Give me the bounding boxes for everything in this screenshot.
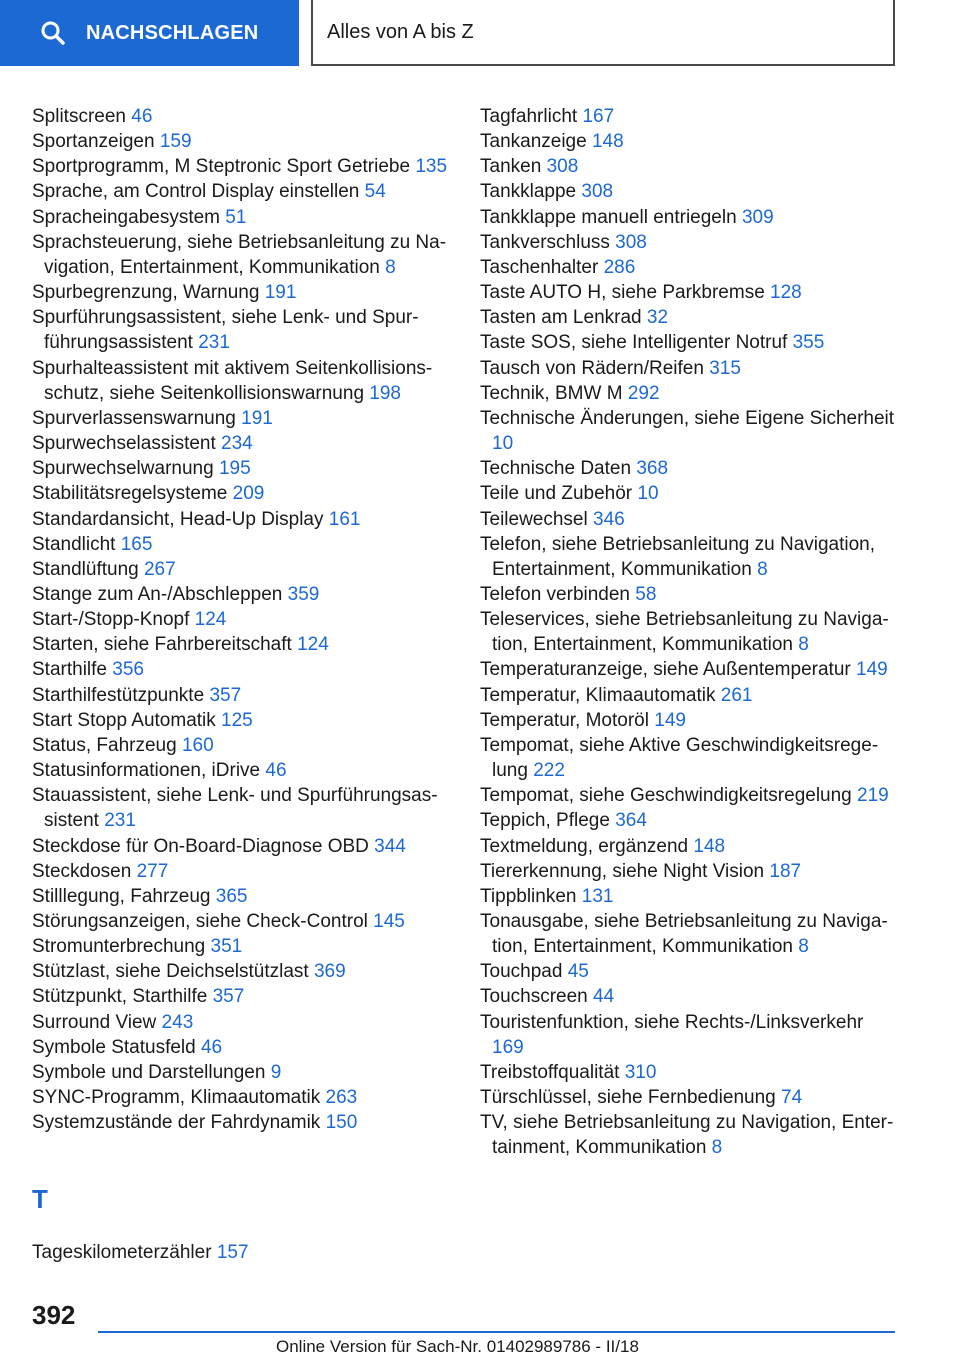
index-term: Spurführungsassistent, siehe Lenk- und Spurführungsassistent <box>32 307 419 354</box>
index-term: Touchscreen <box>480 986 588 1008</box>
index-entry <box>480 532 900 582</box>
index-term: Sprachsteuerung, siehe Betriebsanleitung zu Navigation, Entertainment, Kommunikation <box>32 231 447 278</box>
page-link[interactable]: 8 <box>798 634 809 656</box>
index-term: Spurhalteassistent mit aktivem Seitenkollisionsschutz, siehe Seitenkollisionswarnung <box>32 357 433 404</box>
index-entry <box>480 884 900 909</box>
index-entry <box>480 1110 900 1160</box>
index-term: Technik, BMW M <box>480 382 623 404</box>
page-link[interactable]: 231 <box>198 332 230 354</box>
index-term: Stützlast, siehe Deichselstützlast <box>32 961 309 983</box>
page-link[interactable]: 32 <box>646 307 669 329</box>
index-term: Stauassistent, siehe Lenk- und Spurführungsassistent <box>32 785 438 832</box>
page-link[interactable]: 8 <box>798 936 809 958</box>
index-entry <box>480 154 900 179</box>
index-term: Sportprogramm, M Steptronic Sport Getriebe <box>32 156 411 178</box>
page-link[interactable]: 10 <box>492 433 514 455</box>
page-link[interactable]: 165 <box>120 533 153 555</box>
index-term: Spurwechselassistent <box>32 433 216 455</box>
page-link[interactable]: 161 <box>328 508 361 530</box>
index-entry <box>32 1035 452 1060</box>
index-entry <box>32 582 452 607</box>
index-term: Teppich, Pflege <box>480 810 610 832</box>
index-term: Temperatur, Motoröl <box>480 709 649 731</box>
index-entry <box>480 859 900 884</box>
index-entry <box>32 758 452 783</box>
page-link[interactable]: 267 <box>143 558 176 580</box>
section-letter: T <box>32 1184 48 1214</box>
page-link[interactable]: 148 <box>693 835 726 857</box>
index-term: Surround View <box>32 1011 157 1033</box>
index-term: Tankanzeige <box>480 131 587 153</box>
index-entry <box>32 104 452 129</box>
page-link[interactable]: 357 <box>209 684 242 706</box>
index-entry <box>480 330 900 355</box>
index-entry <box>32 179 452 204</box>
index-entry <box>32 834 452 859</box>
index-entry <box>480 1060 900 1085</box>
index-term: Tankklappe manuell entriegeln <box>480 206 737 228</box>
page-link[interactable]: 234 <box>221 433 253 455</box>
page-link[interactable]: 10 <box>637 483 659 505</box>
index-entry <box>32 632 452 657</box>
page-link[interactable]: 359 <box>287 583 320 605</box>
index-term: Start-/Stopp-Knopf <box>32 609 190 631</box>
index-entry <box>480 280 900 305</box>
index-term: Störungsanzeigen, siehe Check-Control <box>32 911 368 932</box>
index-entry <box>480 959 900 984</box>
index-term: Status, Fahrzeug <box>32 734 177 756</box>
index-term: Sprache, am Control Display einstellen <box>32 181 360 203</box>
index-term: Spracheingabesystem <box>32 206 220 228</box>
index-term: Tasten am Lenkrad <box>480 307 642 329</box>
page-link[interactable]: 148 <box>591 131 624 153</box>
index-term: Stange zum An-/Abschleppen <box>32 583 283 605</box>
index-term: Taschenhalter <box>480 256 599 278</box>
index-entry <box>32 783 452 833</box>
page-link[interactable]: 209 <box>232 483 265 505</box>
page-link[interactable]: 159 <box>159 131 192 153</box>
page-link[interactable]: 149 <box>856 659 888 681</box>
index-entry <box>32 507 452 532</box>
index-term: Tankverschluss <box>480 231 610 253</box>
page-link[interactable]: 277 <box>136 860 169 882</box>
search-icon <box>40 20 66 46</box>
page-link[interactable]: 157 <box>216 1242 249 1263</box>
index-entry <box>32 230 452 280</box>
index-entry <box>32 859 452 884</box>
index-entry <box>32 1060 452 1085</box>
page-link[interactable]: 44 <box>593 986 615 1008</box>
page-link[interactable]: 198 <box>369 382 401 404</box>
index-term: Stützpunkt, Starthilfe <box>32 986 208 1008</box>
page-link[interactable]: 9 <box>270 1061 282 1083</box>
index-entry <box>480 205 900 230</box>
index-term: Splitscreen <box>32 106 126 127</box>
index-entry <box>32 456 452 481</box>
index-entry <box>32 708 452 733</box>
index-term: Tanken <box>480 156 542 178</box>
index-term: Tausch von Rädern/Reifen <box>480 357 704 379</box>
index-term: Stromunterbrechung <box>32 936 206 958</box>
page-link[interactable]: 46 <box>265 760 287 782</box>
page-link[interactable]: 263 <box>325 1087 358 1109</box>
index-entry <box>480 683 900 708</box>
page-link[interactable]: 315 <box>709 357 741 379</box>
page-link[interactable]: 243 <box>161 1011 194 1033</box>
index-term: Stabilitätsregelsysteme <box>32 483 228 505</box>
index-term: Standlicht <box>32 533 116 555</box>
page-link[interactable]: 46 <box>200 1036 223 1058</box>
index-term: Standlüftung <box>32 558 139 580</box>
page-link[interactable]: 169 <box>492 1036 524 1058</box>
page-link[interactable]: 368 <box>636 458 669 480</box>
index-entry <box>32 129 452 154</box>
index-term: Tempomat, siehe Aktive Geschwindigkeitsregelung <box>480 734 879 782</box>
page-link[interactable]: 145 <box>373 911 405 932</box>
page-link[interactable]: 149 <box>654 709 686 731</box>
index-entry <box>480 104 900 129</box>
page-link[interactable]: 45 <box>567 961 589 983</box>
index-entry <box>32 683 452 708</box>
index-term: Taste SOS, siehe Intelligenter Notruf <box>480 332 788 354</box>
page-number: 392 <box>32 1300 76 1330</box>
page-link[interactable]: 222 <box>533 760 565 782</box>
page-link[interactable]: 355 <box>792 332 825 354</box>
index-entry <box>480 733 900 783</box>
page-link[interactable]: 125 <box>221 709 253 731</box>
page-link[interactable]: 365 <box>215 885 248 907</box>
index-entry <box>32 984 452 1009</box>
tab-nachschlagen[interactable] <box>0 0 299 66</box>
index-entry <box>480 1010 900 1060</box>
page-link[interactable]: 309 <box>741 206 774 228</box>
page-link[interactable]: 8 <box>711 1137 723 1159</box>
page-link[interactable]: 51 <box>225 206 247 228</box>
page-link[interactable]: 124 <box>297 634 329 656</box>
page-link[interactable]: 219 <box>857 785 889 807</box>
tab-nachschlagen-label: NACHSCHLAGEN <box>86 21 259 44</box>
index-entry <box>32 557 452 582</box>
index-term: Spurbegrenzung, Warnung <box>32 282 260 304</box>
tab-alles-von-a-bis-z[interactable] <box>311 0 895 66</box>
page-link[interactable]: 160 <box>181 734 214 756</box>
page-link[interactable]: 46 <box>131 106 153 127</box>
index-entry <box>32 884 452 909</box>
page-link[interactable]: 131 <box>581 885 614 907</box>
page-link[interactable]: 8 <box>385 256 396 278</box>
index-entry <box>480 507 900 532</box>
index-entry <box>32 205 452 230</box>
index-entry <box>480 657 900 682</box>
index-entry <box>32 909 452 934</box>
index-term: Türschlüssel, siehe Fernbedienung <box>480 1087 776 1109</box>
page-link[interactable]: 187 <box>769 860 802 882</box>
index-term: Steckdosen <box>32 860 132 882</box>
index-term: Steckdose für On-Board-Diagnose OBD <box>32 835 369 857</box>
index-term: Tagfahrlicht <box>480 106 578 127</box>
index-entry <box>480 909 900 959</box>
page-link[interactable]: 369 <box>313 961 346 983</box>
index-term: Technische Änderungen, siehe Eigene Sicherheit <box>480 407 895 429</box>
index-entry <box>32 1010 452 1035</box>
page-link[interactable]: 261 <box>720 684 753 706</box>
index-entry <box>32 305 452 355</box>
index-term: Symbole Statusfeld <box>32 1036 196 1058</box>
index-term: Tageskilometerzähler <box>32 1242 212 1263</box>
page-link[interactable]: 344 <box>374 835 406 857</box>
index-term: Starthilfestützpunkte <box>32 684 205 706</box>
index-entry <box>480 406 900 456</box>
index-entry <box>480 456 900 481</box>
page-link[interactable]: 191 <box>264 282 297 304</box>
page-link[interactable]: 286 <box>603 256 636 278</box>
index-entry <box>480 305 900 330</box>
index-term: Tankklappe <box>480 181 577 203</box>
footer-divider <box>98 1331 895 1333</box>
index-term: Teile und Zubehör <box>480 483 633 505</box>
index-entry <box>480 607 900 657</box>
page-link[interactable]: 135 <box>415 156 448 178</box>
index-entry <box>32 481 452 506</box>
index-term: Spurverlassenswarnung <box>32 407 236 429</box>
index-term: Tonausgabe, siehe Betriebsanleitung zu Navigation, Entertainment, Kommunikation <box>480 911 888 958</box>
page-link[interactable]: 195 <box>218 458 251 480</box>
page-link[interactable]: 8 <box>757 558 768 580</box>
index-entry <box>480 783 900 808</box>
page-link[interactable]: 191 <box>241 407 273 429</box>
page-link[interactable]: 308 <box>581 181 614 203</box>
index-entry <box>32 607 452 632</box>
index-entry <box>480 834 900 859</box>
index-term: Tippblinken <box>480 885 577 907</box>
index-entry <box>480 129 900 154</box>
page-link[interactable]: 346 <box>593 508 625 530</box>
index-entry <box>480 356 900 381</box>
index-term: Start Stopp Automatik <box>32 709 216 731</box>
index-term: Taste AUTO H, siehe Parkbremse <box>480 282 765 304</box>
page-link[interactable]: 124 <box>194 609 227 631</box>
index-entry <box>32 1110 452 1135</box>
index-entry <box>32 657 452 682</box>
page-link[interactable]: 356 <box>112 659 144 681</box>
index-entry <box>480 1085 900 1110</box>
page-link[interactable]: 150 <box>325 1112 358 1134</box>
index-term: Symbole und Darstellungen <box>32 1061 266 1083</box>
page-link[interactable]: 308 <box>546 156 579 178</box>
index-term: SYNC-Programm, Klimaautomatik <box>32 1087 321 1109</box>
index-entry <box>480 255 900 280</box>
index-term: Statusinformationen, iDrive <box>32 760 261 782</box>
index-entry <box>480 179 900 204</box>
index-term: Tempomat, siehe Geschwindigkeitsregelung <box>480 785 852 807</box>
index-term: Spurwechselwarnung <box>32 458 214 480</box>
index-term: Telefon verbinden <box>480 583 630 605</box>
index-entry <box>32 959 452 984</box>
index-term: Temperatur, Klimaautomatik <box>480 684 716 706</box>
page-link[interactable]: 54 <box>364 181 386 203</box>
page-link[interactable]: 128 <box>770 282 802 304</box>
index-term: TV, siehe Betriebsanleitung zu Navigation, Entertainment, Kommunikation <box>480 1112 894 1159</box>
index-term: Starthilfe <box>32 659 107 681</box>
index-entry <box>480 481 900 506</box>
index-entry <box>480 708 900 733</box>
index-term: Textmeldung, ergänzend <box>480 835 689 857</box>
index-entry <box>480 582 900 607</box>
page-link[interactable]: 58 <box>635 583 657 605</box>
index-term: Standardansicht, Head-Up Display <box>32 508 324 530</box>
index-term: Telefon, siehe Betriebsanleitung zu Navigation, Entertainment, Kommunikation <box>480 533 876 580</box>
index-entry <box>32 431 452 456</box>
index-entry <box>480 381 900 406</box>
page-link[interactable]: 308 <box>615 231 647 253</box>
index-entry <box>32 154 452 179</box>
index-term: Teilewechsel <box>480 508 588 530</box>
header-tabbar <box>0 0 960 66</box>
index-entry <box>32 280 452 305</box>
index-entry <box>32 733 452 758</box>
index-term: Starten, siehe Fahrbereitschaft <box>32 634 292 656</box>
index-term: Stilllegung, Fahrzeug <box>32 885 211 907</box>
index-column-left <box>32 104 452 1135</box>
page-link[interactable]: 167 <box>582 106 615 127</box>
page-link[interactable]: 364 <box>615 810 647 832</box>
page-link[interactable]: 292 <box>627 382 660 404</box>
index-term: Tiererkennung, siehe Night Vision <box>480 860 765 882</box>
index-column-right <box>480 104 900 1161</box>
index-entry <box>480 984 900 1009</box>
index-term: Touristenfunktion, siehe Rechts-/Linksverkehr <box>480 1011 864 1033</box>
page-link[interactable]: 357 <box>212 986 245 1008</box>
page-link[interactable]: 351 <box>210 936 243 958</box>
page-link[interactable]: 231 <box>104 810 136 832</box>
index-term: Teleservices, siehe Betriebsanleitung zu Navigation, Entertainment, Kommunikation <box>480 609 889 656</box>
index-entry <box>32 934 452 959</box>
index-entry <box>32 1085 452 1110</box>
index-term: Temperaturanzeige, siehe Außentemperatur <box>480 659 851 681</box>
page-link[interactable]: 310 <box>624 1061 657 1083</box>
index-entry <box>32 532 452 557</box>
index-term: Sportanzeigen <box>32 131 155 153</box>
index-term: Systemzustände der Fahrdynamik <box>32 1112 321 1134</box>
tab-alles-label: Alles von A bis Z <box>327 20 474 43</box>
footer-text: Online Version für Sach-Nr. 01402989786 - II/18 <box>276 1337 639 1356</box>
index-entry <box>32 406 452 431</box>
index-term: Technische Daten <box>480 458 632 480</box>
index-entry <box>32 1240 249 1265</box>
page-link[interactable]: 74 <box>781 1087 803 1109</box>
index-entry <box>480 230 900 255</box>
index-entry <box>32 356 452 406</box>
index-term: Touchpad <box>480 961 563 983</box>
index-term: Treibstoffqualität <box>480 1061 620 1083</box>
index-entry <box>480 808 900 833</box>
